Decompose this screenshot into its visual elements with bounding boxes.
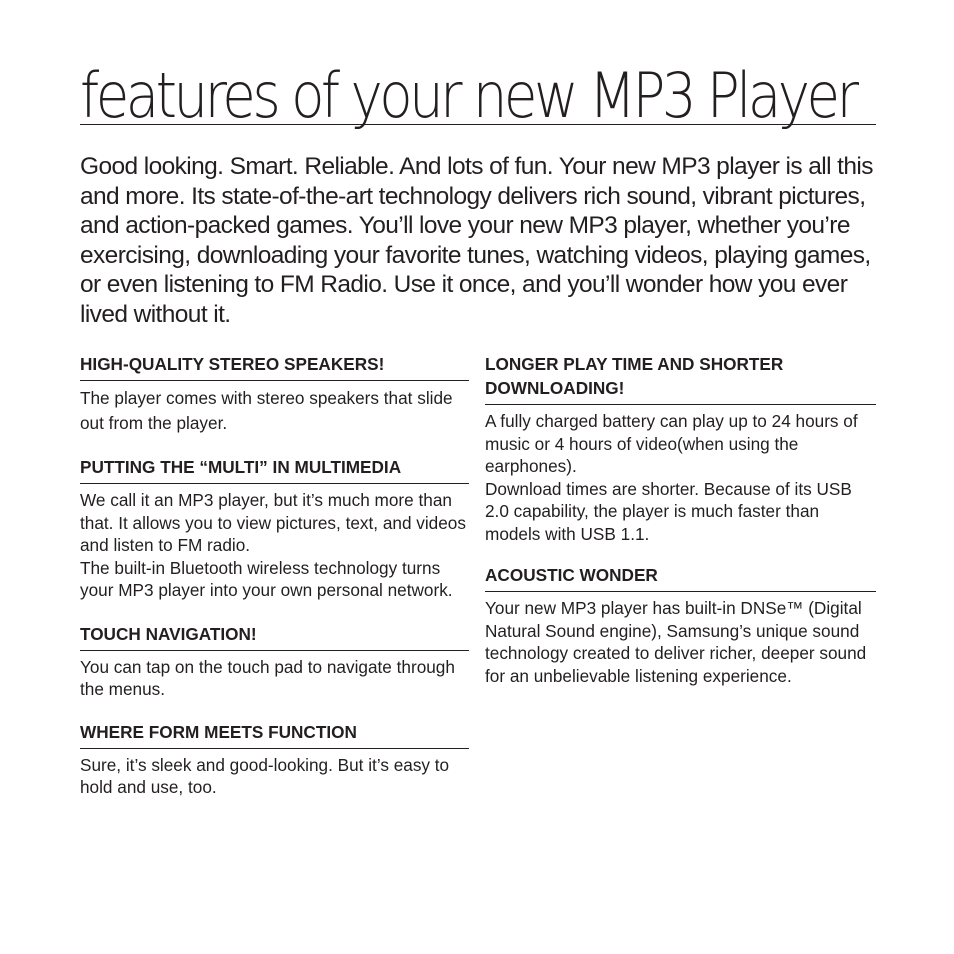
section-heading: HIGH-QUALITY STEREO SPEAKERS! (80, 352, 469, 381)
section-body: You can tap on the touch pad to navigate through the menus. (80, 656, 455, 699)
feature-section-acoustic (485, 563, 876, 687)
section-heading: ACOUSTIC WONDER (485, 563, 876, 592)
section-body: The player comes with stereo speakers that slide out from the player. (80, 388, 453, 433)
right-column (485, 352, 876, 687)
section-heading: WHERE FORM MEETS FUNCTION (80, 720, 469, 749)
feature-section-form-function (80, 720, 469, 799)
section-body: A fully charged battery can play up to 24 hours of music or 4 hours of video(when using the earphones). Download times are shorter. Because of its USB 2.0 capability, the player is much faster than models with USB 1.1. (485, 411, 858, 544)
section-body: Sure, it’s sleek and good-looking. But it’s easy to hold and use, too. (80, 754, 450, 797)
feature-section-play-time (485, 352, 876, 545)
intro-paragraph: Good looking. Smart. Reliable. And lots of fun. Your new MP3 player is all this and more. Its state-of-the-art technology delivers rich sound, vibrant pictures, and action-packed games. You’ll love your new MP3 player, whether you’re exercising, downloading your favorite tunes, watching videos, playing games, or even listening to FM Radio. Use it once, and you’ll wonder how you ever lived without it. (80, 153, 873, 328)
manual-page (80, 0, 876, 954)
feature-section-speakers (80, 352, 469, 436)
feature-section-touch-navigation (80, 622, 469, 701)
feature-section-multimedia (80, 455, 469, 602)
section-body: We call it an MP3 player, but it’s much more than that. It allows you to view pictures, text, and videos and listen to FM radio. The built-in Bluetooth wireless technology turns your MP3 player into your own personal network. (80, 490, 466, 600)
left-column (80, 352, 469, 799)
page-title: features of your new MP3 Player (80, 59, 856, 132)
title-underline (80, 124, 876, 125)
section-heading: PUTTING THE “MULTI” IN MULTIMEDIA (80, 455, 469, 484)
section-body: Your new MP3 player has built-in DNSe™ (Digital Natural Sound engine), Samsung’s unique sound technology created to deliver richer, deeper sound for an unbelievable listening experience. (485, 598, 867, 686)
section-heading: LONGER PLAY TIME AND SHORTER DOWNLOADING! (485, 352, 876, 405)
section-heading: TOUCH NAVIGATION! (80, 622, 469, 651)
